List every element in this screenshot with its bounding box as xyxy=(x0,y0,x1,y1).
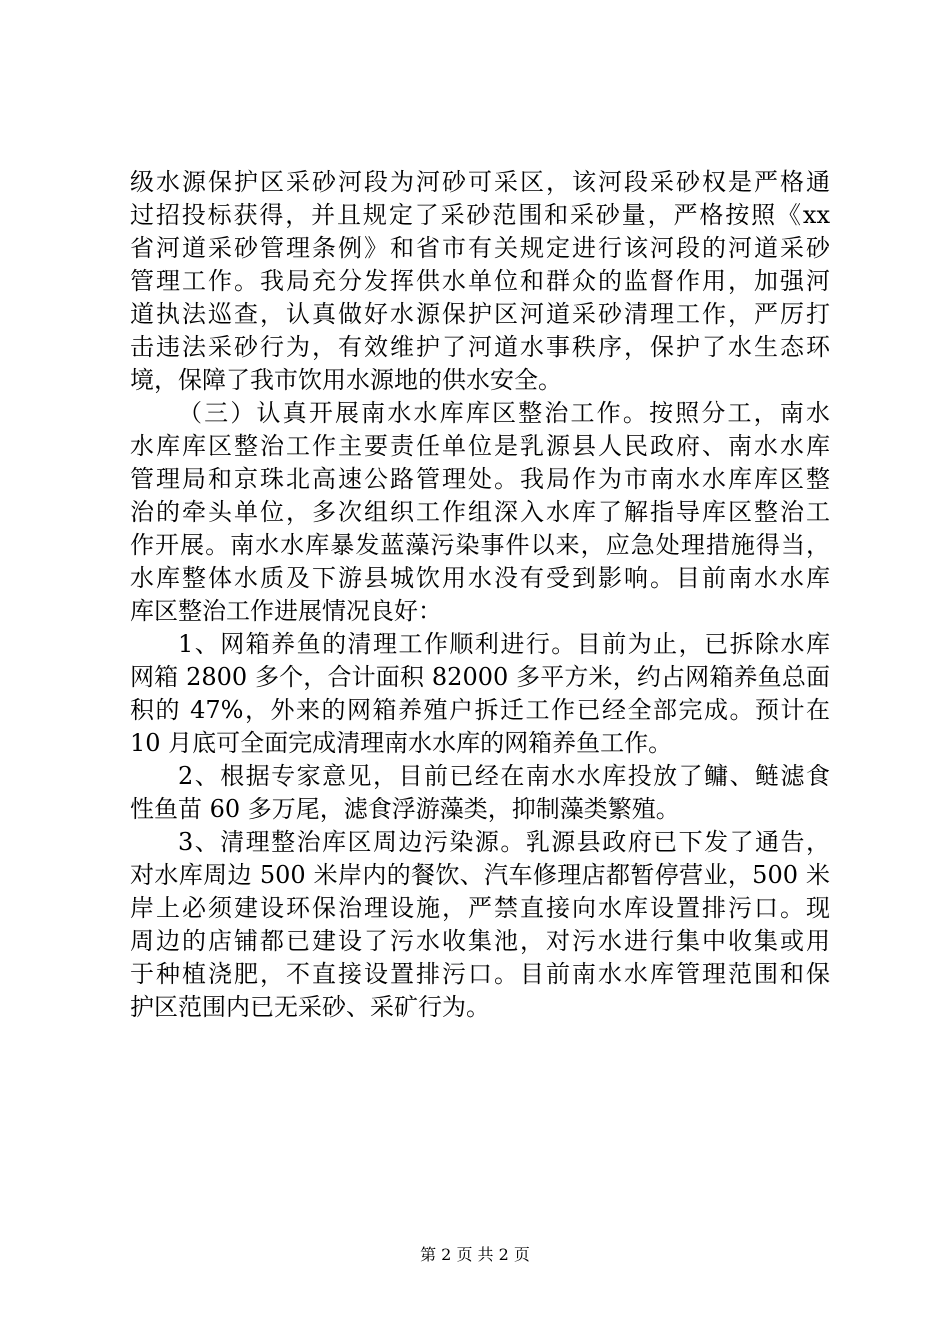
text-line: 治的牵头单位，多次组织工作组深入水库了解指导库区整治工 xyxy=(130,498,830,526)
document-body xyxy=(130,166,830,1024)
text-line: 击违法采砂行为，有效维护了河道水事秩序，保护了水生态环 xyxy=(130,333,830,361)
text-line: 境，保障了我市饮用水源地的供水安全。 xyxy=(130,366,562,394)
text-line: 10 月底可全面完成清理南水水库的网箱养鱼工作。 xyxy=(130,729,673,757)
text-line: 管理工作。我局充分发挥供水单位和群众的监督作用，加强河 xyxy=(130,267,830,295)
text-line: 周边的店铺都已建设了污水收集池，对污水进行集中收集或用 xyxy=(130,927,830,955)
text-line: 水库库区整治工作主要责任单位是乳源县人民政府、南水水库 xyxy=(130,432,830,460)
page-number-footer: 第 2 页 共 2 页 xyxy=(420,1245,530,1264)
text-line: 过招投标获得，并且规定了采砂范围和采砂量，严格按照《xx xyxy=(130,201,830,229)
list-item-line: 3、清理整治库区周边污染源。乳源县政府已下发了通告， xyxy=(178,828,830,856)
section-heading-line: （三）认真开展南水水库库区整治工作。按照分工，南水 xyxy=(178,399,830,427)
text-line: 网箱 2800 多个，合计面积 82000 多平方米，约占网箱养鱼总面 xyxy=(130,663,830,691)
text-line: 岸上必须建设环保治理设施，严禁直接向水库设置排污口。现 xyxy=(130,894,830,922)
text-line: 护区范围内已无采砂、采矿行为。 xyxy=(130,993,490,1021)
text-line: 管理局和京珠北高速公路管理处。我局作为市南水水库库区整 xyxy=(130,465,830,493)
text-line: 省河道采砂管理条例》和省市有关规定进行该河段的河道采砂 xyxy=(130,234,830,262)
text-line: 对水库周边 500 米岸内的餐饮、汽车修理店都暂停营业，500 米 xyxy=(130,861,830,889)
text-line: 积的 47%，外来的网箱养殖户拆迁工作已经全部完成。预计在 xyxy=(130,696,830,724)
text-line: 水库整体水质及下游县城饮用水没有受到影响。目前南水水库 xyxy=(130,564,830,592)
text-line: 性鱼苗 60 多万尾，滤食浮游藻类，抑制藻类繁殖。 xyxy=(130,795,680,823)
text-line: 道执法巡查，认真做好水源保护区河道采砂清理工作，严厉打 xyxy=(130,300,830,328)
list-item-line: 1、网箱养鱼的清理工作顺利进行。目前为止，已拆除水库 xyxy=(178,630,830,658)
text-line: 级水源保护区采砂河段为河砂可采区，该河段采砂权是严格通 xyxy=(130,168,830,196)
text-line: 于种植浇肥，不直接设置排污口。目前南水水库管理范围和保 xyxy=(130,960,830,988)
text-line: 作开展。南水水库暴发蓝藻污染事件以来，应急处理措施得当， xyxy=(130,531,830,559)
text-line: 库区整治工作进展情况良好： xyxy=(130,597,442,625)
list-item-line: 2、根据专家意见，目前已经在南水水库投放了鳙、鲢滤食 xyxy=(178,762,830,790)
